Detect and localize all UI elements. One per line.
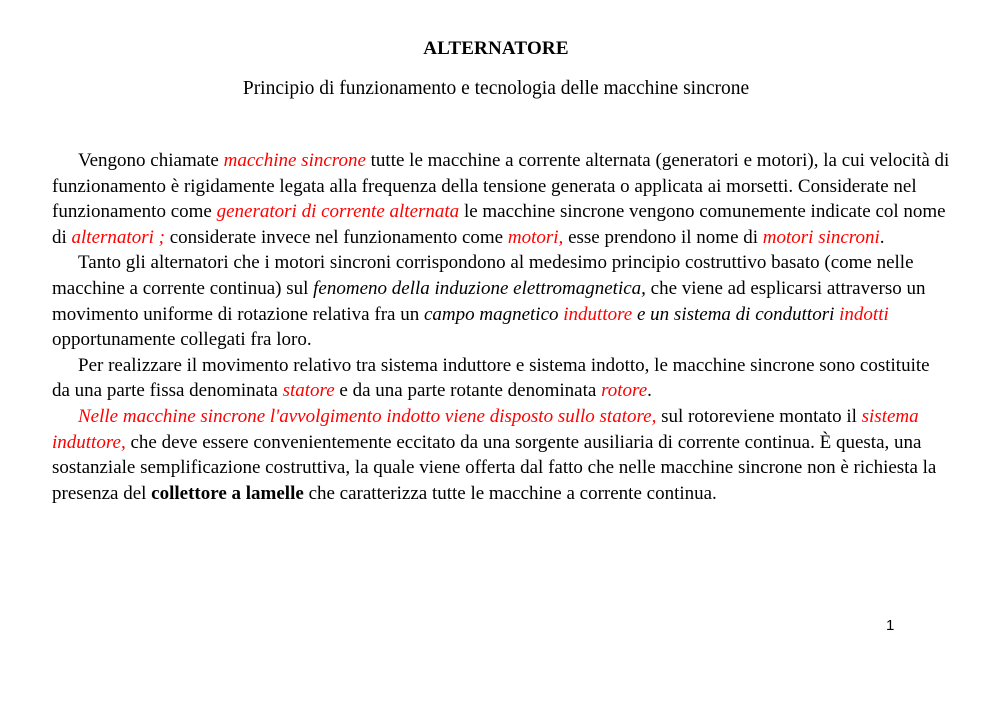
term-collettore-a-lamelle: collettore a lamelle <box>151 482 304 504</box>
term-statore: statore <box>282 380 335 402</box>
term-motori-sincroni: motori sincroni <box>762 226 880 248</box>
paragraph-1-text: . <box>879 226 885 248</box>
paragraph-2 <box>52 250 950 352</box>
paragraph-2-text: opportunamente collegati fra loro. <box>52 329 312 351</box>
paragraph-2-text: Tanto gli alternatori che i motori sincroni corrispondono al medesimo principio costruttivo basato (come nelle macchine a corrente continua) sul <box>52 252 914 299</box>
paragraph-2-text: che viene ad esplicarsi attraverso un movimento uniforme di rotazione relativa fra un <box>52 277 926 325</box>
term-alternatori: alternatori ; <box>71 226 165 248</box>
paragraph-4-text: che deve essere convenientemente eccitato da una sorgente ausiliaria di corrente continua. È questa, una sostanziale semplificazione costruttiva, la quale viene offerta dal fatto che nelle macchine sincrone non è richiesta la presenza del <box>52 431 937 504</box>
term-rotore: rotore <box>601 380 648 402</box>
paragraph-3-text: e da una parte rotante denominata <box>334 380 602 402</box>
paragraph-1-text: considerate invece nel funzionamento come <box>164 226 508 248</box>
term-motori: motori, <box>507 226 564 248</box>
term-generatori-corrente-alternata: generatori di corrente alternata <box>216 201 460 223</box>
paragraph-4-text: che caratterizza tutte le macchine a corrente continua. <box>303 482 717 504</box>
document-body <box>52 148 950 506</box>
paragraph-1-text: esse prendono il nome di <box>563 226 763 248</box>
paragraph-1-text: tutte le macchine a corrente alternata (generatori e motori), la cui velocità di funzionamento è rigidamente legata alla frequenza della tensione generata o applicata ai morsetti. Considerate nel funzionamento come <box>52 150 950 223</box>
term-avvolgimento-indotto-statore: Nelle macchine sincrone l'avvolgimento indotto viene disposto sullo statore, <box>78 405 657 427</box>
document-title: ALTERNATORE <box>423 38 569 59</box>
paragraph-3 <box>52 353 950 404</box>
paragraph-1-text: Vengono chiamate <box>78 150 224 171</box>
document-subtitle: Principio di funzionamento e tecnologia delle macchine sincrone <box>242 78 750 99</box>
paragraph-1 <box>52 148 950 250</box>
page-number: 1 <box>886 617 895 634</box>
term-induttore: induttore <box>563 303 633 325</box>
term-sistema-conduttori: e un sistema di conduttori <box>632 303 840 325</box>
paragraph-3-text: Per realizzare il movimento relativo tra sistema induttore e sistema indotto, le macchine sincrone sono costituite da una parte fissa denominata <box>52 354 930 402</box>
term-sistema-induttore: sistema induttore, <box>52 405 919 453</box>
term-macchine-sincrone: macchine sincrone <box>223 150 366 171</box>
term-indotti: indotti <box>839 303 889 325</box>
paragraph-1-text: le macchine sincrone vengono comunemente indicate col nome di <box>52 201 946 248</box>
paragraph-4 <box>52 404 950 506</box>
paragraph-4-text: sul rotoreviene montato il <box>656 405 862 427</box>
term-campo-magnetico: campo magnetico <box>423 303 564 325</box>
term-induzione-elettromagnetica: fenomeno della induzione elettromagnetica, <box>313 277 646 299</box>
paragraph-3-text: . <box>647 380 652 402</box>
